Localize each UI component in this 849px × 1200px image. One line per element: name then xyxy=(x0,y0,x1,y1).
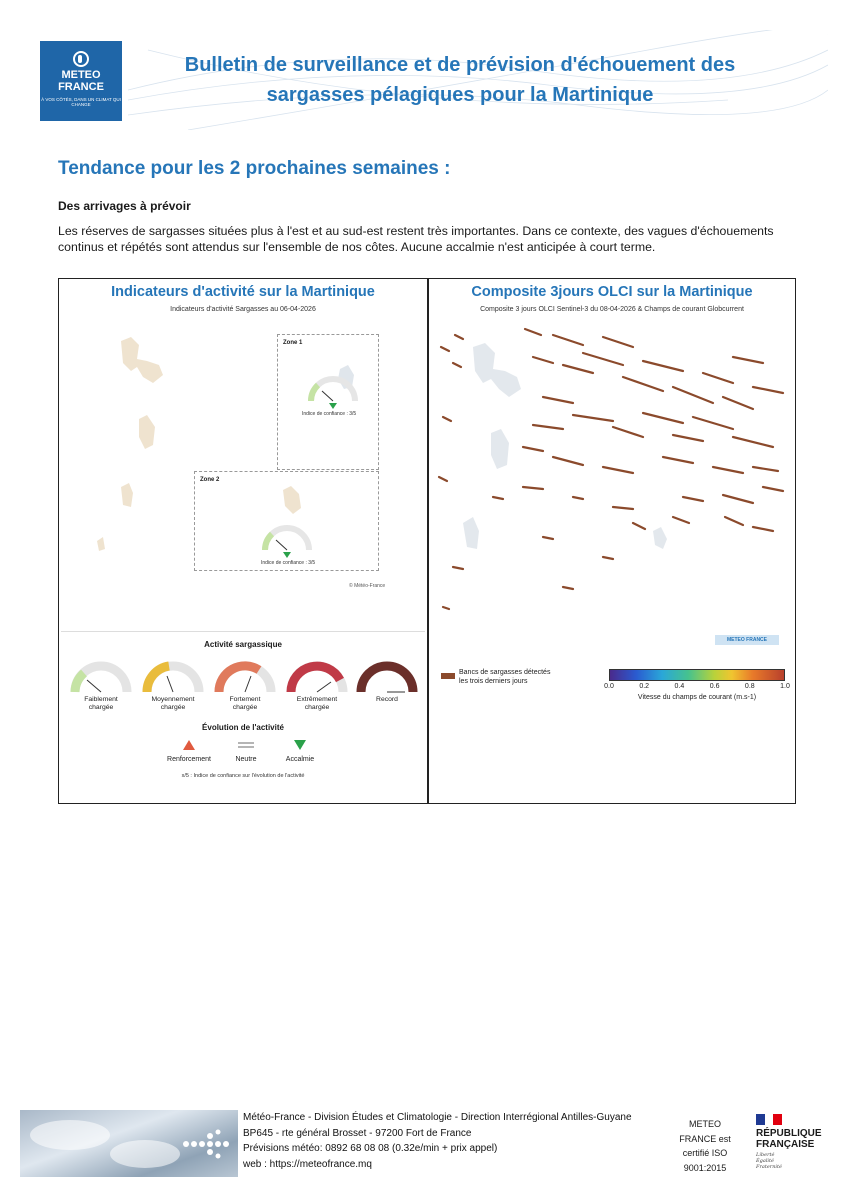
olci-panel-subtitle: Composite 3 jours OLCI Sentinel-3 du 08-04-2026 & Champs de courant Globcurrent xyxy=(480,306,744,313)
activity-gauges xyxy=(61,652,427,702)
gauge-faiblement-label-line1: Faiblement xyxy=(84,696,118,703)
zone-1-gauge-needle xyxy=(322,391,333,401)
gauge-moyennement-label xyxy=(142,696,204,712)
map-barbados xyxy=(653,527,667,549)
motto-egalite: Égalité xyxy=(756,1158,774,1164)
dominica-island xyxy=(139,415,155,449)
zone-1-confidence: Indice de confiance : 3/5 xyxy=(302,411,357,417)
olci-panel-title: Composite 3jours OLCI sur la Martinique xyxy=(471,284,753,300)
evolution-legend-title: Évolution de l'activité xyxy=(202,723,284,732)
gauge-extremement xyxy=(291,666,343,692)
footer-cloud xyxy=(30,1120,110,1150)
gauge-moyennement-label-line2: chargée xyxy=(160,704,186,711)
republique-name xyxy=(756,1128,836,1150)
sargassum-legend-label xyxy=(459,668,550,686)
zone-1-gauge-fill xyxy=(311,385,318,401)
current-speed-colorbar xyxy=(609,669,785,681)
colorbar-tick-4: 0.8 xyxy=(744,683,755,690)
zone-2-gauge-needle xyxy=(276,540,287,550)
martinique-island xyxy=(121,483,133,507)
map-guadeloupe xyxy=(473,343,521,397)
iso-line1: METEO xyxy=(688,1119,721,1129)
evolution-icons xyxy=(61,736,427,756)
colorbar-tick-0: 0.0 xyxy=(604,683,614,690)
guadeloupe-island xyxy=(121,337,163,383)
sargassum-map xyxy=(433,317,793,639)
renforcement-arrow-icon xyxy=(183,740,195,750)
olci-composite-panel xyxy=(428,278,796,804)
gauge-fortement-label-line2: chargée xyxy=(232,704,258,711)
gauge-extremement-label-line2: chargée xyxy=(304,704,330,711)
zone-1-gauge-track xyxy=(311,379,355,401)
gauge-record-label xyxy=(356,696,418,704)
gauge-extremement-label xyxy=(286,696,348,712)
zone-2-graphics xyxy=(195,472,380,572)
logo-tagline: À VOS CÔTÉS, DANS UN CLIMAT QUI CHANGE xyxy=(41,97,121,107)
map-dominica xyxy=(491,429,509,469)
zone-2-confidence: Indice de confiance : 3/5 xyxy=(261,560,316,566)
gauge-faiblement xyxy=(75,666,127,692)
sargassum-legend-label-line2: les trois derniers jours xyxy=(459,678,528,685)
sargassum-legend-label-line1: Bancs de sargasses détectés xyxy=(459,669,551,676)
colorbar-ticks xyxy=(604,683,790,693)
bulletin-title xyxy=(160,50,760,110)
gauge-fortement-label xyxy=(214,696,276,712)
republique-motto xyxy=(756,1152,836,1170)
footer-line-web: web : https://meteofrance.mq xyxy=(243,1158,372,1170)
zone-1-graphics xyxy=(278,335,380,471)
republique-francaise-logo xyxy=(756,1114,836,1170)
trend-heading: Tendance pour les 2 prochaines semaines : xyxy=(58,158,451,179)
stlucia-island xyxy=(97,537,105,551)
activity-panel-subtitle: Indicateurs d'activité Sargasses au 06-04-2026 xyxy=(170,306,316,313)
accalmie-arrow-icon xyxy=(294,740,306,750)
copyright-meteo-france: © Météo-France xyxy=(349,583,386,589)
gauge-extremement-label-line1: Extrêmement xyxy=(296,696,338,703)
republique-line2: FRANÇAISE xyxy=(756,1139,815,1150)
gauge-moyennement-label-line1: Moyennement xyxy=(151,696,195,703)
gauge-record xyxy=(361,666,413,692)
map-islands xyxy=(463,343,667,549)
gauge-record-label-line1: Record xyxy=(376,696,398,703)
gauge-faiblement-label xyxy=(70,696,132,712)
activity-panel-title: Indicateurs d'activité sur la Martinique xyxy=(111,284,375,300)
map-martinique xyxy=(463,517,479,549)
republique-line1: RÉPUBLIQUE xyxy=(756,1128,822,1139)
colorbar-tick-3: 0.6 xyxy=(709,683,720,690)
zone-1-box xyxy=(277,334,379,470)
footer-line-address: BP645 - rte général Brosset - 97200 Fort de France xyxy=(243,1127,472,1139)
zone-2-island-shape xyxy=(283,486,301,514)
colorbar-tick-1: 0.2 xyxy=(639,683,650,690)
footer-dots-icon xyxy=(180,1128,230,1160)
zone-1-label: Zone 1 xyxy=(283,340,303,346)
gauge-moyennement xyxy=(147,666,199,692)
footer-sky-image xyxy=(20,1110,238,1177)
footer-line-organisation: Météo-France - Division Études et Climatologie - Direction Interrégional Antilles-Guyane xyxy=(243,1112,632,1123)
logo-brand-line1: METEO xyxy=(61,69,101,81)
colorbar-label: Vitesse du champs de courant (m.s-1) xyxy=(637,694,757,701)
gauge-fortement-label-line1: Fortement xyxy=(229,696,261,703)
french-flag-icon xyxy=(756,1114,782,1125)
motto-fraternite: Fraternité xyxy=(756,1164,782,1170)
iso-line3: certifié ISO xyxy=(682,1148,728,1158)
meteo-france-map-badge: METEO FRANCE xyxy=(715,635,779,645)
meteo-france-logo xyxy=(40,41,122,121)
iso-certification xyxy=(672,1117,738,1175)
zone-2-gauge-track xyxy=(265,528,309,550)
trend-paragraph: Les réserves de sargasses situées plus à l'est et au sud-est restent très importantes. Dans ce contexte, des vagues d'échouements continus et répétés sont attendus sur l'ensemble de nos côtes. Aucune accalmie n'est anticipée à court terme. xyxy=(58,224,774,254)
sargassum-legend-swatch xyxy=(441,673,455,679)
zone-2-box xyxy=(194,471,379,571)
zone-2-label: Zone 2 xyxy=(200,477,220,483)
footer-contact xyxy=(243,1110,632,1172)
colorbar-tick-5: 1.0 xyxy=(780,683,790,690)
iso-line2: FRANCE est xyxy=(679,1133,731,1144)
neutre-bars-icon xyxy=(238,742,254,744)
colorbar-tick-2: 0.4 xyxy=(674,683,685,690)
motto-liberte: Liberté xyxy=(756,1152,775,1158)
logo-brand-line2: FRANCE xyxy=(58,81,104,93)
bulletin-title-line1: Bulletin de surveillance et de prévision d'échouement des xyxy=(184,54,736,76)
zone-2-gauge-fill xyxy=(265,534,272,550)
confidence-note: x/5 : Indice de confiance sur l'évolution de l'activité xyxy=(181,773,305,779)
meteo-france-emblem-icon xyxy=(73,51,89,67)
evolution-neutre-label: Neutre xyxy=(235,756,257,763)
trend-subheading: Des arrivages à prévoir xyxy=(58,199,191,213)
zone-2-trend-arrow-icon xyxy=(283,552,291,558)
gauge-faiblement-label-line2: chargée xyxy=(88,704,114,711)
bulletin-title-line2: sargasses pélagiques pour la Martinique xyxy=(266,84,654,106)
gauge-fortement xyxy=(219,666,271,692)
footer-line-phone: Prévisions météo: 0892 68 08 08 (0.32e/min + prix appel) xyxy=(243,1143,498,1155)
footer-cloud xyxy=(110,1140,180,1168)
evolution-accalmie-label: Accalmie xyxy=(285,756,315,763)
activity-indicators-panel xyxy=(58,278,428,804)
zone-1-trend-arrow-icon xyxy=(329,403,337,409)
evolution-renforcement-label: Renforcement xyxy=(167,756,211,763)
iso-line4: 9001:2015 xyxy=(683,1162,727,1173)
activity-legend-title: Activité sargassique xyxy=(204,640,282,649)
